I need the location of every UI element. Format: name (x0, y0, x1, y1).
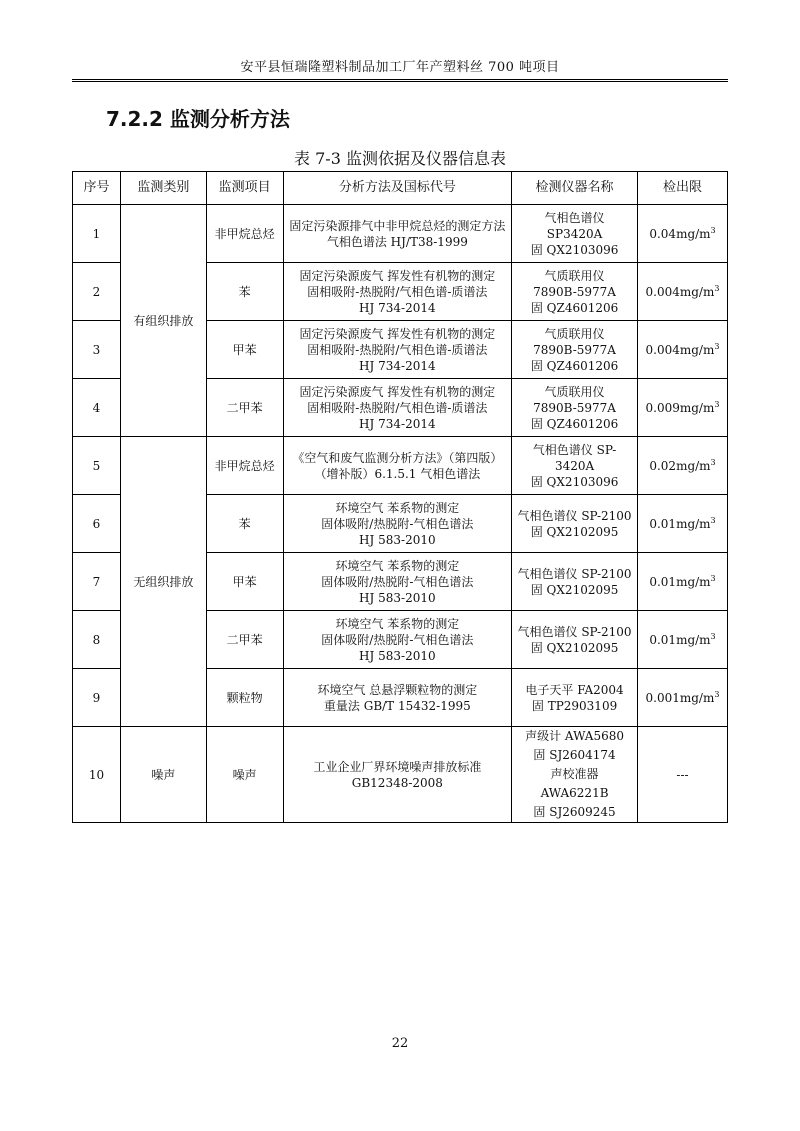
unit-exponent: 3 (714, 341, 720, 351)
detection-limit-value: 0.004mg/m (645, 342, 715, 357)
row-number-cell: 1 (73, 205, 121, 263)
detection-limit-value: --- (676, 767, 689, 782)
column-header: 序号 (73, 172, 121, 205)
item-cell: 二甲苯 (206, 611, 283, 669)
section-heading: 7.2.2 监测分析方法 (106, 107, 290, 131)
instrument-cell: 气相色谱仪 SP-2100 固 QX2102095 (512, 553, 638, 611)
unit-exponent: 3 (714, 689, 720, 699)
detection-limit-value: 0.01mg/m (649, 516, 711, 531)
method-cell: 固定污染源废气 挥发性有机物的测定 固相吸附-热脱附/气相色谱-质谱法 HJ 734-2014 (283, 263, 512, 321)
item-cell: 苯 (206, 495, 283, 553)
column-header: 监测类别 (120, 172, 206, 205)
row-number-cell: 2 (73, 263, 121, 321)
detection-limit-cell (637, 727, 727, 823)
unit-exponent: 3 (710, 631, 716, 641)
detection-limit-cell (637, 263, 727, 321)
item-cell: 苯 (206, 263, 283, 321)
unit-exponent: 3 (710, 225, 716, 235)
detection-limit-value: 0.04mg/m (649, 226, 711, 241)
method-cell: 固定污染源废气 挥发性有机物的测定 固相吸附-热脱附/气相色谱-质谱法 HJ 734-2014 (283, 379, 512, 437)
detection-limit-value: 0.009mg/m (645, 400, 715, 415)
detection-limit-cell (637, 669, 727, 727)
row-number-cell: 3 (73, 321, 121, 379)
item-cell: 甲苯 (206, 553, 283, 611)
instrument-cell: 电子天平 FA2004 固 TP2903109 (512, 669, 638, 727)
column-header: 分析方法及国标代号 (283, 172, 512, 205)
unit-exponent: 3 (710, 573, 716, 583)
detection-limit-cell (637, 553, 727, 611)
table-body (73, 205, 728, 823)
unit-exponent: 3 (714, 399, 720, 409)
item-cell: 颗粒物 (206, 669, 283, 727)
unit-exponent: 3 (710, 515, 716, 525)
instrument-cell: 气相色谱仪 SP-2100 固 QX2102095 (512, 611, 638, 669)
table-row (73, 727, 728, 823)
instrument-cell: 气相色谱仪 SP-3420A 固 QX2103096 (512, 437, 638, 495)
instrument-cell: 气相色谱仪 SP-2100 固 QX2102095 (512, 495, 638, 553)
row-number-cell: 10 (73, 727, 121, 823)
item-cell: 二甲苯 (206, 379, 283, 437)
detection-limit-value: 0.01mg/m (649, 632, 711, 647)
method-cell: 环境空气 苯系物的测定 固体吸附/热脱附-气相色谱法 HJ 583-2010 (283, 553, 512, 611)
row-number-cell: 4 (73, 379, 121, 437)
page-number: 22 (391, 1036, 409, 1051)
method-cell: 固定污染源排气中非甲烷总烃的测定方法气相色谱法 HJ/T38-1999 (283, 205, 512, 263)
instrument-cell: 声级计 AWA5680 固 SJ2604174 声校准器 AWA6221B 固 SJ2609245 (512, 727, 638, 823)
item-cell: 非甲烷总烃 (206, 437, 283, 495)
detection-limit-cell (637, 205, 727, 263)
instrument-cell: 气质联用仪 7890B-5977A 固 QZ4601206 (512, 263, 638, 321)
table-row (73, 205, 728, 263)
detection-limit-value: 0.01mg/m (649, 574, 711, 589)
column-header: 检出限 (637, 172, 727, 205)
row-number-cell: 5 (73, 437, 121, 495)
column-header: 监测项目 (206, 172, 283, 205)
category-cell: 噪声 (120, 727, 206, 823)
column-header: 检测仪器名称 (512, 172, 638, 205)
table-caption: 表 7-3 监测依据及仪器信息表 (294, 149, 506, 168)
row-number-cell: 9 (73, 669, 121, 727)
instrument-cell: 气相色谱仪 SP3420A 固 QX2103096 (512, 205, 638, 263)
item-cell: 甲苯 (206, 321, 283, 379)
detection-limit-cell (637, 495, 727, 553)
table-header-row (73, 172, 728, 205)
method-cell: 环境空气 苯系物的测定 固体吸附/热脱附-气相色谱法 HJ 583-2010 (283, 611, 512, 669)
detection-limit-cell (637, 611, 727, 669)
detection-limit-cell (637, 321, 727, 379)
header-divider (72, 79, 728, 82)
category-cell: 无组织排放 (120, 437, 206, 727)
instrument-cell: 气质联用仪 7890B-5977A 固 QZ4601206 (512, 379, 638, 437)
detection-limit-value: 0.004mg/m (645, 284, 715, 299)
detection-limit-value: 0.001mg/m (645, 690, 715, 705)
detection-limit-cell (637, 437, 727, 495)
detection-limit-value: 0.02mg/m (649, 458, 711, 473)
category-cell: 有组织排放 (120, 205, 206, 437)
method-cell: 环境空气 苯系物的测定 固体吸附/热脱附-气相色谱法 HJ 583-2010 (283, 495, 512, 553)
table-row (73, 437, 728, 495)
monitoring-table (72, 171, 728, 823)
row-number-cell: 7 (73, 553, 121, 611)
method-cell: 固定污染源废气 挥发性有机物的测定 固相吸附-热脱附/气相色谱-质谱法 HJ 734-2014 (283, 321, 512, 379)
row-number-cell: 8 (73, 611, 121, 669)
unit-exponent: 3 (714, 283, 720, 293)
unit-exponent: 3 (710, 457, 716, 467)
detection-limit-cell (637, 379, 727, 437)
method-cell: 《空气和废气监测分析方法》（第四版） （增补版）6.1.5.1 气相色谱法 (283, 437, 512, 495)
method-cell: 工业企业厂界环境噪声排放标准 GB12348-2008 (283, 727, 512, 823)
instrument-cell: 气质联用仪 7890B-5977A 固 QZ4601206 (512, 321, 638, 379)
running-header: 安平县恒瑞隆塑料制品加工厂年产塑料丝 700 吨项目 (240, 60, 560, 75)
item-cell: 噪声 (206, 727, 283, 823)
method-cell: 环境空气 总悬浮颗粒物的测定 重量法 GB/T 15432-1995 (283, 669, 512, 727)
item-cell: 非甲烷总烃 (206, 205, 283, 263)
row-number-cell: 6 (73, 495, 121, 553)
